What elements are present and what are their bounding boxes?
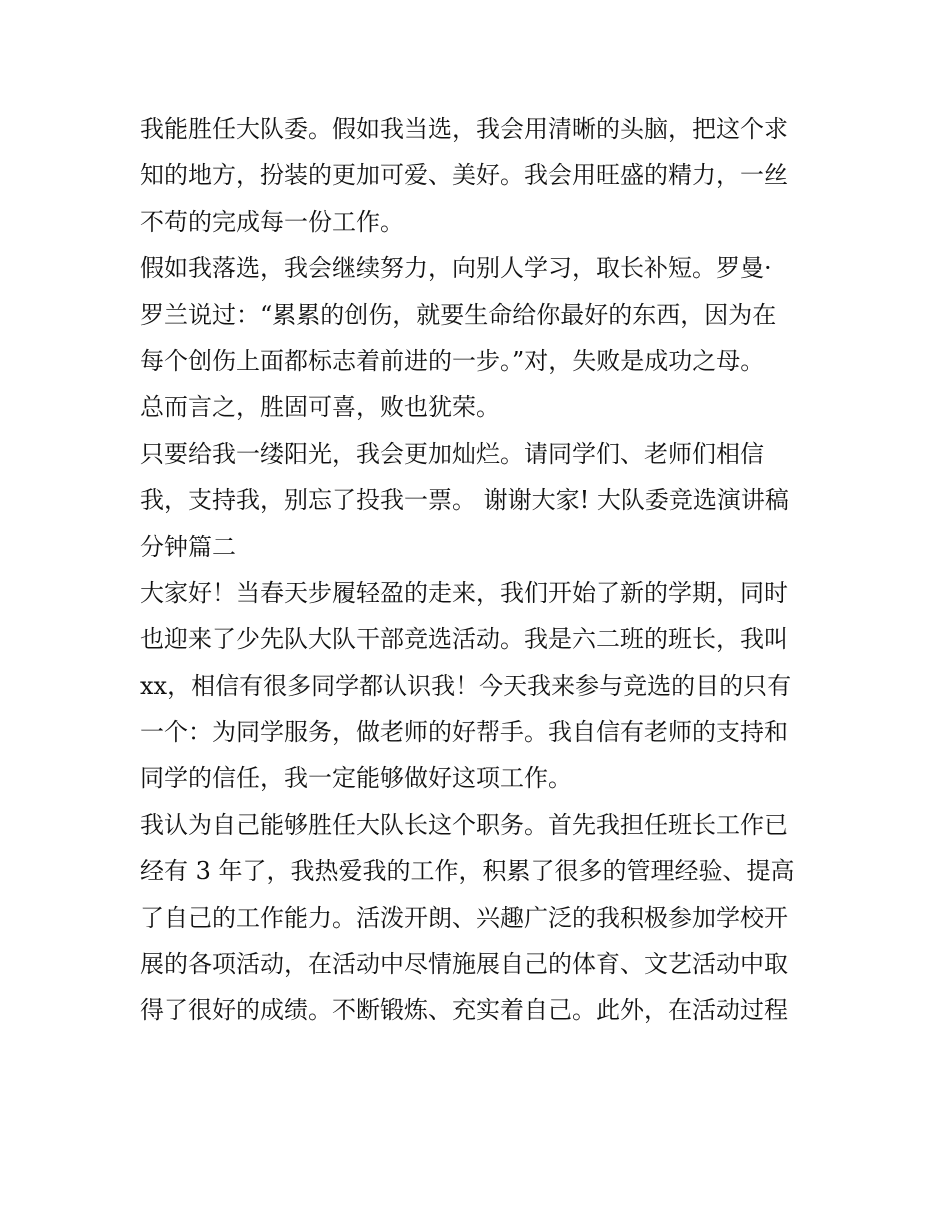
text-line: 只要给我一缕阳光，我会更加灿烂。请同学们、老师们相信 [140, 439, 764, 468]
text-line: 每个创伤上面都标志着前进的一步。”对，失败是成功之母。 [140, 346, 765, 375]
text-line: 我能胜任大队委。假如我当选，我会用清晰的头脑，把这个求 [140, 115, 788, 143]
text-line: 知的地方，扮装的更加可爱、美好。我会用旺盛的精力，一丝 [140, 161, 788, 190]
text-line: 我，支持我，别忘了投我一票。 谢谢大家! 大队委竞选演讲稿 [140, 486, 789, 515]
text-line: 大家好！当春天步履轻盈的走来，我们开始了新的学期，同时 [140, 578, 788, 607]
text-line: 一个：为同学服务，做老师的好帮手。我自信有老师的支持和 [140, 718, 788, 747]
text-line: 我认为自己能够胜任大队长这个职务。首先我担任班长工作已 [140, 810, 788, 839]
text-line: 假如我落选，我会继续努力，向别人学习，取长补短。罗曼· [140, 254, 772, 283]
body-text [140, 106, 820, 1034]
text-line: 了自己的工作能力。活泼开朗、兴趣广泛的我积极参加学校开 [140, 903, 788, 932]
text-line: 展的各项活动，在活动中尽情施展自己的体育、文艺活动中取 [140, 950, 788, 979]
text-line: 总而言之，胜固可喜，败也犹荣。 [140, 393, 500, 422]
text-line: 罗兰说过：“累累的创伤，就要生命给你最好的东西，因为在 [140, 300, 777, 329]
text-line: 也迎来了少先队大队干部竞选活动。我是六二班的班长，我叫 [140, 625, 788, 654]
text-line: 不苟的完成每一份工作。 [140, 207, 404, 236]
text-line: 同学的信任，我一定能够做好这项工作。 [140, 764, 572, 793]
text-line: 分钟篇二 [140, 532, 236, 561]
text-line: xx，相信有很多同学都认识我！今天我来参与竞选的目的只有 [140, 671, 792, 700]
text-line: 得了很好的成绩。不断锻炼、充实着自己。此外，在活动过程 [140, 996, 788, 1025]
text-line: 经有 3 年了，我热爱我的工作，积累了很多的管理经验、提高 [140, 857, 795, 886]
